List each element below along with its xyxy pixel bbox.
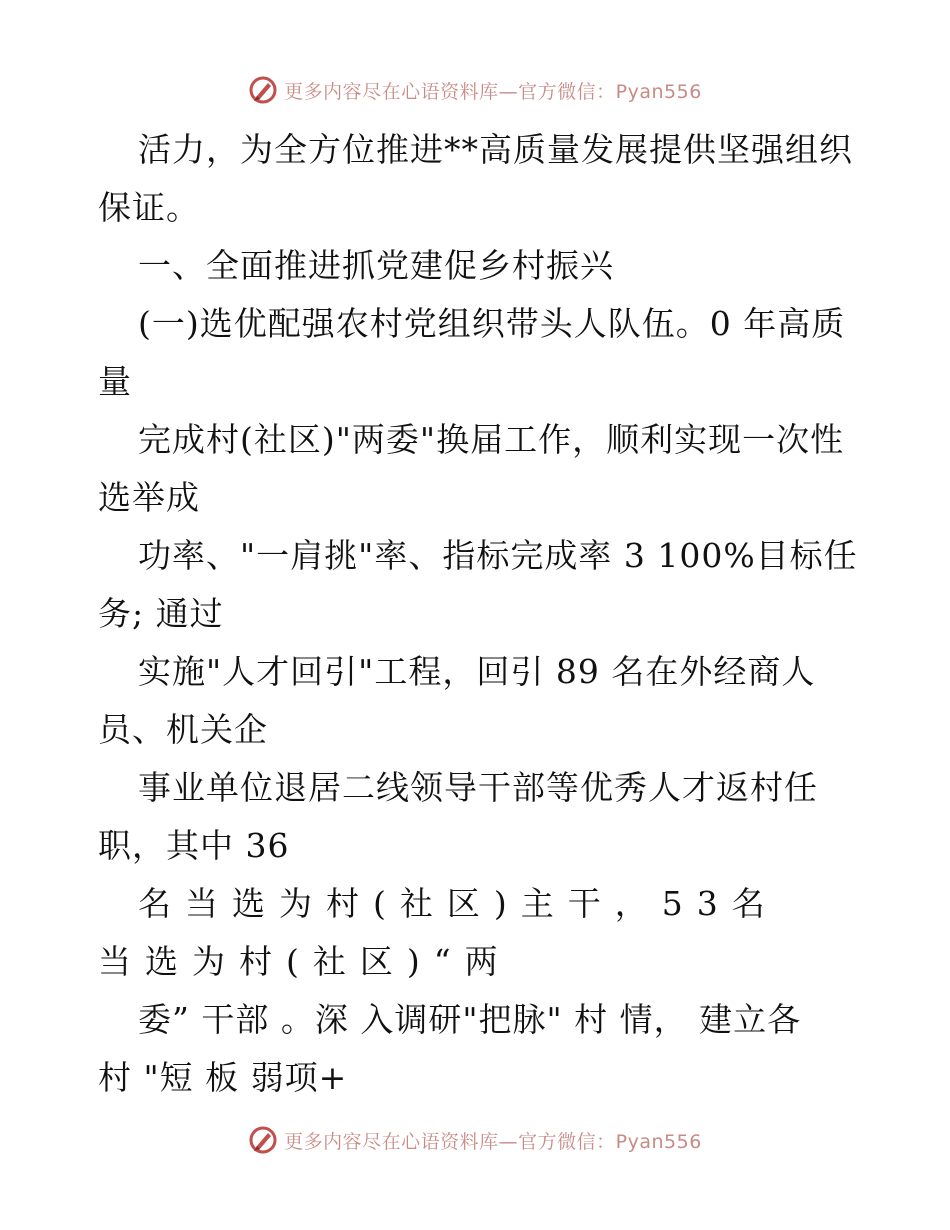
text-line: 保证。 — [98, 188, 200, 227]
text-line: 当选为村(社区)“两 — [98, 942, 512, 981]
text-line: 选举成 — [98, 478, 200, 517]
text-line: 委” 干部 。深 入调研"把脉" 村 情， 建立各 — [138, 1000, 802, 1039]
text-line: 活力，为全方位推进**高质量发展提供坚强组织 — [138, 130, 853, 169]
text-line: 职，其中 36 — [98, 826, 290, 865]
text-line: 务; 通过 — [98, 594, 224, 633]
watermark-text: 更多内容尽在心语资料库—官方微信：Pyan556 — [284, 80, 702, 103]
watermark-header — [0, 70, 950, 110]
text-line: 功率、"一肩挑"率、指标完成率 3 100%目标任 — [138, 536, 858, 575]
text-line: 完成村(社区)"两委"换届工作，顺利实现一次性 — [138, 420, 845, 459]
section-heading: 一、全面推进抓党建促乡村振兴 — [138, 246, 614, 285]
text-line: 村 "短 板 弱项+ — [98, 1058, 348, 1097]
text-line: 实施"人才回引"工程，回引 89 名在外经商人 — [138, 652, 816, 691]
text-line: 员、机关企 — [98, 710, 268, 749]
text-line: 量 — [98, 362, 132, 401]
watermark-text: 更多内容尽在心语资料库—官方微信：Pyan556 — [284, 1130, 702, 1153]
pen-logo-icon — [248, 1125, 278, 1155]
pen-logo-icon — [248, 75, 278, 105]
subsection-heading: (一)选优配强农村党组织带头人队伍。0 年高质 — [138, 304, 846, 343]
text-line: 名当选为村(社区)主干，53名 — [138, 884, 779, 923]
text-line: 事业单位退居二线领导干部等优秀人才返村任 — [138, 768, 818, 807]
watermark-footer — [0, 1120, 950, 1160]
